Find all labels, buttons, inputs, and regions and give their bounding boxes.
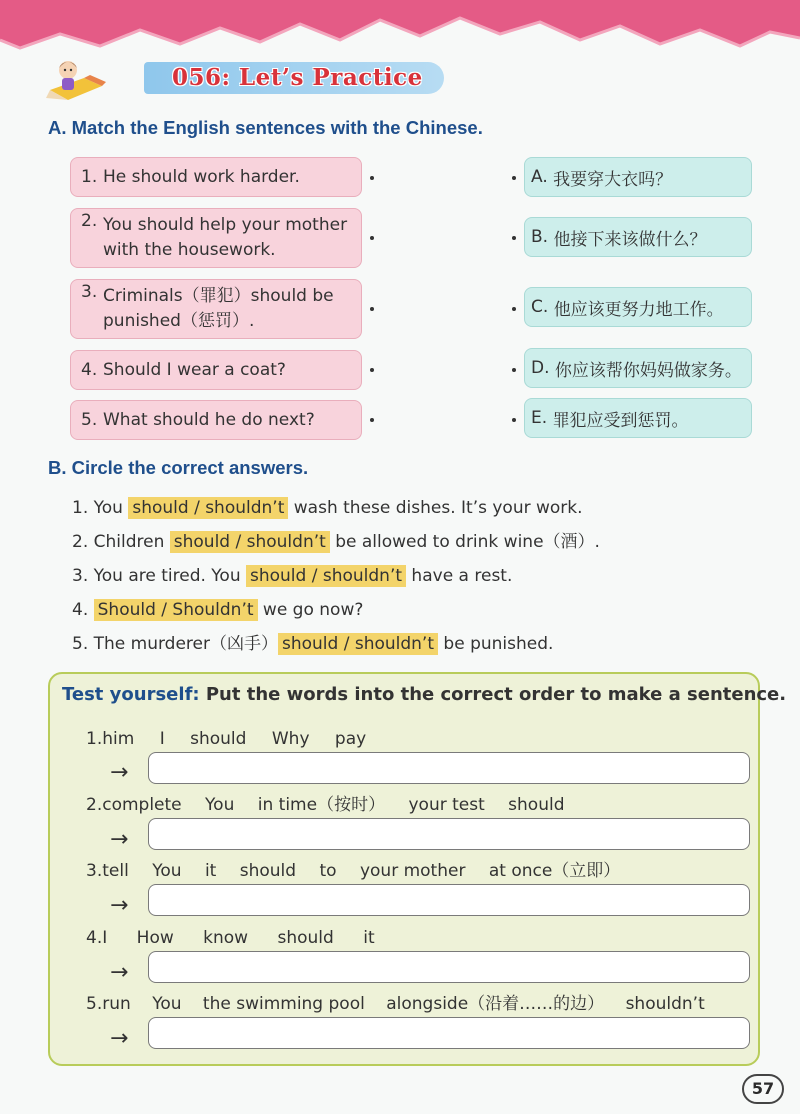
page-title: 056: Let’s Practice (172, 64, 423, 91)
word: should (190, 729, 247, 749)
match-dot-right[interactable] (512, 368, 516, 372)
word: to (319, 861, 337, 881)
match-dot-left[interactable] (370, 368, 374, 372)
item-number: 3. (81, 282, 98, 302)
item-letter: A. (531, 167, 548, 187)
question-text: have a rest. (406, 566, 513, 586)
circle-question (72, 631, 553, 657)
test-heading (62, 684, 786, 705)
arrow-icon: → (110, 827, 129, 852)
word: it (363, 928, 375, 948)
item-number: 5. (81, 409, 98, 430)
item-number: 2. (81, 211, 98, 231)
question-text: we go now? (257, 600, 364, 620)
item-letter: D. (531, 358, 550, 378)
answer-input[interactable] (148, 752, 750, 784)
item-text: Should I wear a coat? (103, 359, 286, 380)
item-number: 3. (86, 861, 103, 881)
circle-question (72, 529, 600, 555)
circle-question (72, 495, 583, 521)
lesson-header (44, 56, 423, 102)
word: should (239, 861, 297, 881)
item-letter: C. (531, 297, 549, 317)
match-dot-left[interactable] (370, 176, 374, 180)
word: pay (334, 729, 367, 749)
title-banner (144, 62, 444, 94)
match-left-item (70, 350, 362, 390)
item-text: Criminals（罪犯）should be (103, 286, 334, 306)
item-number: 1. (86, 729, 103, 749)
question-text: wash these dishes. It’s your work. (288, 498, 583, 518)
match-dot-right[interactable] (512, 176, 516, 180)
item-letter: E. (531, 408, 548, 428)
word: him (102, 729, 135, 749)
word: Why (271, 729, 310, 749)
word: You (205, 795, 235, 815)
match-dot-left[interactable] (370, 236, 374, 240)
item-text: 他应该更努力地工作。 (553, 299, 724, 320)
match-left-item (70, 208, 362, 268)
word: You (152, 861, 182, 881)
girl-on-pencil-icon (44, 56, 114, 102)
answer-choice[interactable]: should / shouldn’t (170, 531, 330, 553)
section-b-heading: B. Circle the correct answers. (48, 457, 309, 478)
answer-choice[interactable]: should / shouldn’t (246, 565, 406, 587)
match-dot-right[interactable] (512, 236, 516, 240)
question-text: 4. (72, 600, 94, 620)
match-right-item (524, 348, 752, 388)
word: in time（按时） (257, 795, 386, 815)
match-right-item (524, 217, 752, 257)
match-right-item (524, 398, 752, 438)
answer-choice[interactable]: should / shouldn’t (278, 633, 438, 655)
answer-choice[interactable]: should / shouldn’t (128, 497, 288, 519)
word: at once（立即） (488, 861, 621, 881)
answer-input[interactable] (148, 818, 750, 850)
item-number: 1. (81, 166, 98, 187)
word: it (204, 861, 217, 881)
answer-input[interactable] (148, 951, 750, 983)
item-text: 你应该帮你妈妈做家务。 (554, 360, 742, 381)
answer-input[interactable] (148, 1017, 750, 1049)
circle-question (72, 563, 512, 589)
arrow-icon: → (110, 1026, 129, 1051)
arrow-icon: → (110, 760, 129, 785)
question-text: be allowed to drink wine（酒）. (329, 532, 600, 552)
item-number: 4. (86, 928, 103, 948)
item-number: 4. (81, 359, 98, 380)
item-number: 2. (86, 795, 103, 815)
item-text: 他接下来该做什么？ (553, 229, 707, 250)
word: alongside（沿着……的边） (386, 994, 605, 1014)
item-text: with the housework. (103, 240, 276, 260)
word-bank-row (86, 727, 366, 751)
header-decoration (0, 0, 800, 60)
test-lead: Test yourself: (62, 684, 200, 705)
word: I (159, 729, 165, 749)
test-instruction: Put the words into the correct order to make a sentence. (199, 684, 787, 705)
word-bank-row (86, 926, 375, 950)
item-text: You should help your mother (103, 215, 348, 235)
word-bank-row (86, 992, 705, 1016)
word: the swimming pool (202, 994, 365, 1014)
match-left-item (70, 157, 362, 197)
answer-choice[interactable]: Should / Shouldn’t (94, 599, 258, 621)
question-text: 5. The murderer（凶手） (72, 634, 278, 654)
item-text: What should he do next? (103, 409, 315, 430)
match-dot-right[interactable] (512, 307, 516, 311)
question-text: 2. Children (72, 532, 170, 552)
question-text: be punished. (438, 634, 554, 654)
item-text: He should work harder. (103, 166, 300, 187)
match-dot-right[interactable] (512, 418, 516, 422)
circle-question (72, 597, 363, 623)
arrow-icon: → (110, 893, 129, 918)
word: I (102, 928, 108, 948)
word: How (136, 928, 174, 948)
match-dot-left[interactable] (370, 418, 374, 422)
match-left-item (70, 279, 362, 339)
item-text: punished（惩罚）. (103, 311, 255, 331)
word: should (277, 928, 334, 948)
section-a-heading: A. Match the English sentences with the Chinese. (48, 117, 483, 138)
item-letter: B. (531, 227, 549, 247)
word: You (152, 994, 182, 1014)
match-right-item (524, 287, 752, 327)
word: run (102, 994, 131, 1014)
word: your test (408, 795, 485, 815)
answer-input[interactable] (148, 884, 750, 916)
match-right-item (524, 157, 752, 197)
word: your mother (359, 861, 466, 881)
word: complete (102, 795, 182, 815)
word: shouldn’t (625, 994, 705, 1014)
word: know (203, 928, 249, 948)
question-text: 1. You (72, 498, 129, 518)
word-bank-row (86, 793, 565, 817)
question-text: 3. You are tired. You (72, 566, 246, 586)
match-left-item (70, 400, 362, 440)
word: tell (102, 861, 129, 881)
match-dot-left[interactable] (370, 307, 374, 311)
item-text: 罪犯应受到惩罚。 (552, 410, 689, 431)
arrow-icon: → (110, 960, 129, 985)
item-text: 我要穿大衣吗？ (553, 169, 673, 190)
item-number: 5. (86, 994, 103, 1014)
word-bank-row (86, 859, 620, 883)
page-number: 57 (742, 1074, 784, 1104)
word: should (508, 795, 565, 815)
